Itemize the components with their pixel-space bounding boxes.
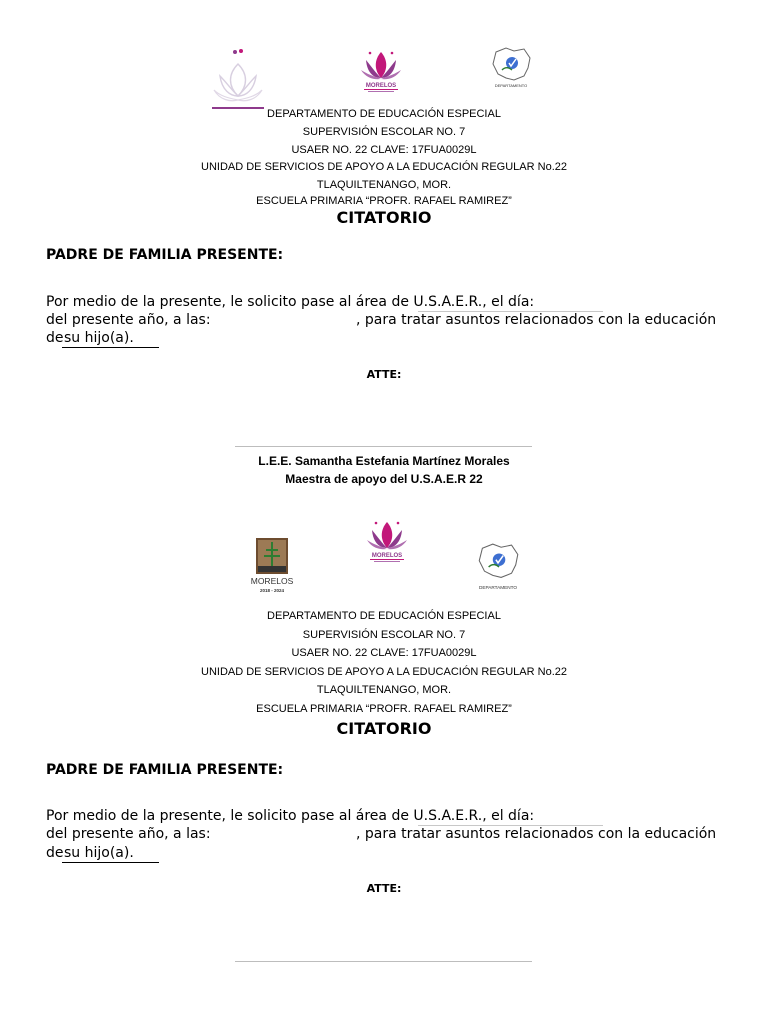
body-line-2-start-2: del presente año, a las: (46, 826, 211, 842)
document-title-2: CITATORIO (336, 719, 432, 738)
body-line-3-start-2: de (46, 845, 64, 861)
header-location-2: TLAQUILTENANGO, MOR. (316, 684, 452, 696)
child-fill-text: su hijo(a). (64, 330, 134, 346)
body-line-1-2: Por medio de la presente, le solicito pase al área de U.S.A.E.R., el día: (46, 808, 535, 824)
header-department-2: DEPARTAMENTO DE EDUCACIÓN ESPECIAL (267, 610, 501, 622)
morelos-lotus-logo (358, 48, 404, 94)
child-fill-text-2: su hijo(a). (64, 845, 134, 861)
header-school-2: ESCUELA PRIMARIA “PROFR. RAFAEL RAMIREZ” (256, 703, 512, 715)
body-line-2-end-2: , para tratar asuntos relacionados con la educación (356, 826, 717, 842)
child-fill-line-2 (62, 862, 159, 863)
department-logo-text: DEPARTAMENTO (494, 83, 528, 88)
body-line-1: Por medio de la presente, le solicito pase al área de U.S.A.E.R., el día: (46, 294, 535, 310)
signer-role: Maestra de apoyo del U.S.A.E.R 22 (285, 472, 483, 486)
header-supervision-2: SUPERVISIÓN ESCOLAR NO. 7 (302, 629, 466, 641)
morelos-logo-text-2: MORELOS (371, 553, 403, 559)
salutation: PADRE DE FAMILIA PRESENTE: (46, 247, 284, 263)
department-map-logo-2 (474, 542, 522, 592)
body-line-3-start: de (46, 330, 64, 346)
header-unit: UNIDAD DE SERVICIOS DE APOYO A LA EDUCACIÓN REGULAR No.22 (201, 161, 567, 173)
municipal-logo-years: 2018 - 2024 (259, 588, 285, 593)
municipal-shield-logo (244, 536, 300, 598)
morelos-logo-text: MORELOS (365, 83, 397, 89)
atte-label-2: ATTE: (366, 882, 402, 895)
header-usaer-2: USAER NO. 22 CLAVE: 17FUA0029L (291, 647, 477, 659)
municipal-logo-text: MORELOS (250, 576, 294, 586)
document-title: CITATORIO (336, 208, 432, 227)
header-department: DEPARTAMENTO DE EDUCACIÓN ESPECIAL (267, 108, 501, 120)
signer-name: L.E.E. Samantha Estefania Martínez Morales (258, 454, 510, 468)
child-fill-line (62, 347, 159, 348)
morelos-lotus-logo-2 (364, 518, 410, 564)
atte-label: ATTE: (366, 368, 402, 381)
department-map-logo (488, 46, 534, 90)
header-school: ESCUELA PRIMARIA “PROFR. RAFAEL RAMIREZ” (256, 195, 512, 207)
department-logo-text-2: DEPARTAMENTO (478, 584, 518, 590)
salutation-2: PADRE DE FAMILIA PRESENTE: (46, 762, 284, 778)
header-location: TLAQUILTENANGO, MOR. (316, 179, 452, 191)
body-line-2-end: , para tratar asuntos relacionados con la educación (356, 312, 717, 328)
signature-line (235, 446, 532, 447)
header-usaer: USAER NO. 22 CLAVE: 17FUA0029L (291, 144, 477, 156)
state-lotus-logo-faded (210, 46, 266, 112)
header-supervision: SUPERVISIÓN ESCOLAR NO. 7 (302, 126, 466, 138)
header-unit-2: UNIDAD DE SERVICIOS DE APOYO A LA EDUCACIÓN REGULAR No.22 (201, 666, 567, 678)
body-line-2-start: del presente año, a las: (46, 312, 211, 328)
signature-line-2 (235, 961, 532, 962)
